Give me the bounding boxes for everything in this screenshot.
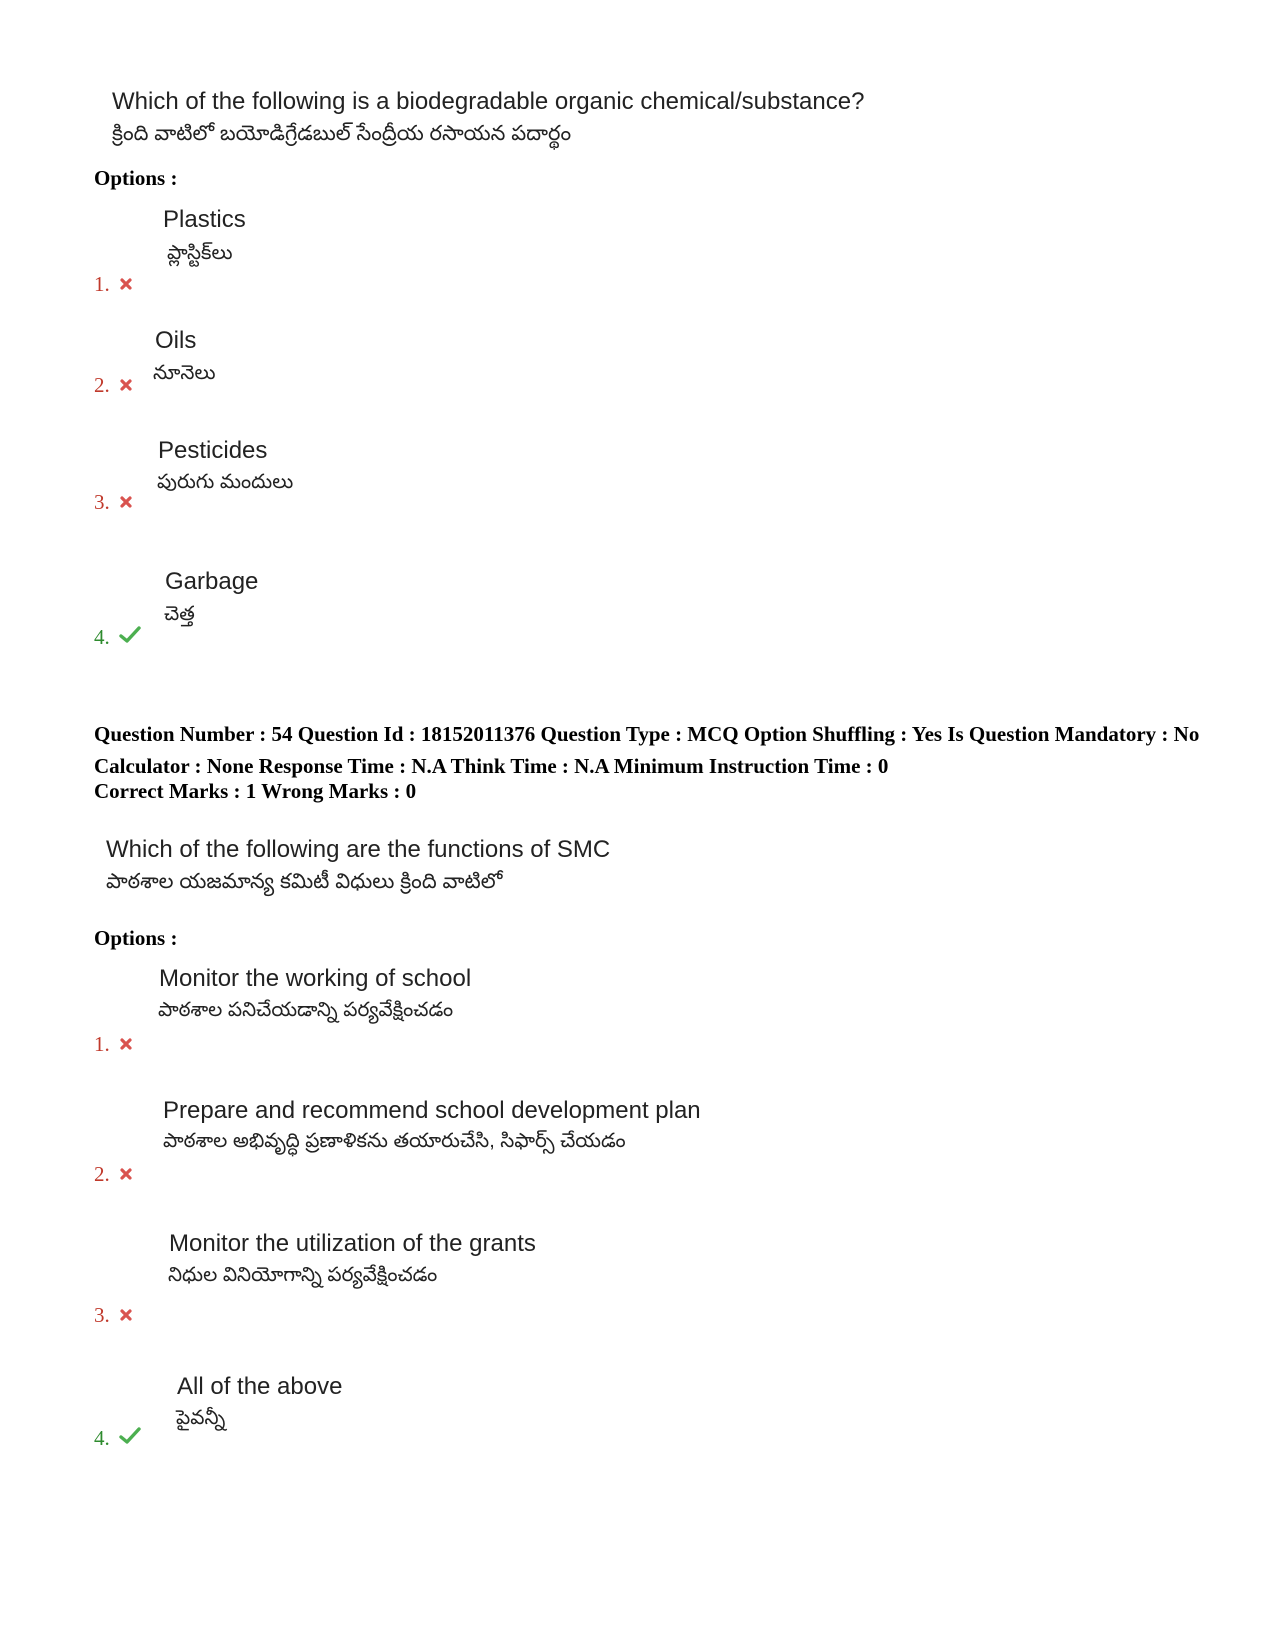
- cross-icon: [119, 490, 133, 515]
- question-text: Which of the following are the functions of SMC: [106, 836, 611, 863]
- option-text-telugu: పైవన్నీ: [176, 1407, 226, 1429]
- option-text-telugu: పురుగు మందులు: [157, 471, 294, 493]
- option-number-label: 3.: [94, 1303, 110, 1327]
- cross-icon: [119, 1032, 133, 1057]
- option-text-telugu: నూనెలు: [153, 362, 216, 384]
- option-text-telugu: ప్లాస్టిక్‌లు: [167, 242, 233, 264]
- question-marks: Correct Marks : 1 Wrong Marks : 0: [94, 779, 417, 803]
- option-number: [94, 272, 133, 297]
- option-text-telugu: నిధుల వినియోగాన్ని పర్యవేక్షించడం: [168, 1264, 438, 1286]
- option-text: Oils: [155, 327, 197, 354]
- option-number: [94, 1303, 133, 1328]
- option-number: [94, 1162, 133, 1187]
- cross-icon: [119, 272, 133, 297]
- option-text: Plastics: [163, 206, 246, 233]
- question-text: Which of the following is a biodegradable organic chemical/substance?: [112, 88, 865, 115]
- option-text: All of the above: [177, 1373, 343, 1400]
- option-text-telugu: చెత్త: [164, 603, 195, 625]
- option-number-label: 2.: [94, 373, 110, 397]
- option-number: [94, 625, 141, 650]
- option-text-telugu: పాఠశాల అభివృద్ధి ప్రణాళికను తయారుచేసి, సిఫార్స్ చేయడం: [163, 1130, 626, 1152]
- option-number: [94, 1426, 141, 1451]
- option-number-label: 2.: [94, 1162, 110, 1186]
- cross-icon: [119, 1162, 133, 1187]
- cross-icon: [119, 373, 133, 398]
- option-number: [94, 1032, 133, 1057]
- option-number-label: 3.: [94, 490, 110, 514]
- option-text: Garbage: [165, 568, 259, 595]
- option-number-label: 4.: [94, 625, 110, 649]
- options-label: Options :: [94, 926, 178, 950]
- option-text-telugu: పాఠశాల పనిచేయడాన్ని పర్యవేక్షించడం: [158, 999, 454, 1021]
- option-number-label: 1.: [94, 272, 110, 296]
- cross-icon: [119, 1303, 133, 1328]
- question-meta: Question Number : 54 Question Id : 18152011376 Question Type : MCQ Option Shuffling : Yes Is Question Mandatory : No Calculator : None Response Time : N.A Think Time : N.A Minimum Instruction Time : 0: [94, 722, 1200, 778]
- check-icon: [119, 625, 141, 650]
- options-label: Options :: [94, 166, 178, 190]
- option-text: Monitor the working of school: [159, 965, 472, 992]
- option-number-label: 1.: [94, 1032, 110, 1056]
- option-text: Prepare and recommend school development plan: [163, 1097, 701, 1124]
- option-number: [94, 373, 133, 398]
- option-number-label: 4.: [94, 1426, 110, 1450]
- option-text: Pesticides: [158, 437, 268, 464]
- question-text-telugu: క్రింది వాటిలో బయోడిగ్రేడబుల్ సేంద్రీయ రసాయన పదార్థం: [112, 122, 572, 145]
- question-text-telugu: పాఠశాల యజమాన్య కమిటీ విధులు క్రింది వాటిలో: [106, 870, 503, 893]
- check-icon: [119, 1426, 141, 1451]
- option-text: Monitor the utilization of the grants: [169, 1230, 536, 1257]
- option-number: [94, 490, 133, 515]
